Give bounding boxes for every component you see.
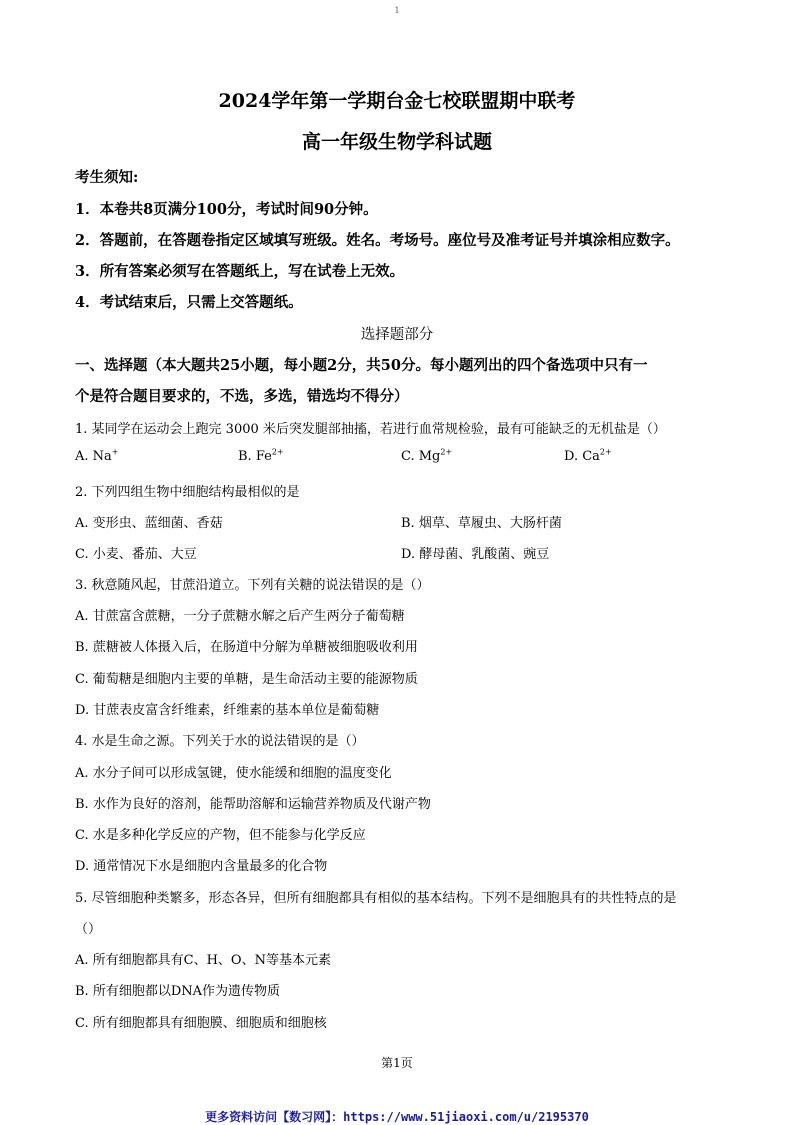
question-4-option-c: C. 水是多种化学反应的产物，但不能参与化学反应 <box>75 828 366 843</box>
question-4-option-d: D. 通常情况下水是细胞内含量最多的化合物 <box>75 859 328 874</box>
question-5-stem-cont: （） <box>75 922 102 937</box>
question-3-stem: 3. 秋意随风起，甘蔗沿道立。下列有关糖的说法错误的是（） <box>75 578 430 593</box>
question-1-option-a <box>75 449 118 464</box>
question-3-option-b: B. 蔗糖被人体摄入后，在肠道中分解为单糖被细胞吸收利用 <box>75 640 418 655</box>
option-superscript: 2+ <box>440 447 453 457</box>
question-4-option-a: A. 水分子间可以形成氢键，使水能缓和细胞的温度变化 <box>75 766 392 781</box>
question-5-stem: 5. 尽管细胞种类繁多，形态各异，但所有细胞都具有相似的基本结构。下列不是细胞具有的共性特点的是 <box>75 891 677 906</box>
question-1-option-d <box>564 449 612 464</box>
option-text: A. Na <box>75 449 112 464</box>
question-5-option-b: B. 所有细胞都以DNA作为遗传物质 <box>75 984 281 999</box>
notice-item: 4．考试结束后，只需上交答题纸。 <box>75 294 303 311</box>
notice-item: 1．本卷共8页满分100分，考试时间90分钟。 <box>75 201 378 218</box>
question-1-option-c <box>401 449 452 464</box>
question-5-option-a: A. 所有细胞都具有C、H、O、N等基本元素 <box>75 953 331 968</box>
question-3-option-a: A. 甘蔗富含蔗糖，一分子蔗糖水解之后产生两分子葡萄糖 <box>75 609 405 624</box>
question-3-option-c: C. 葡萄糖是细胞内主要的单糖，是生命活动主要的能源物质 <box>75 672 418 687</box>
option-text: D. Ca <box>564 449 600 464</box>
notice-item: 2．答题前，在答题卷指定区域填写班级。姓名。考场号。座位号及准考证号并填涂相应数字。 <box>75 232 680 249</box>
option-text: C. Mg <box>401 449 441 464</box>
question-5-option-c: C. 所有细胞都具有细胞膜、细胞质和细胞核 <box>75 1016 327 1031</box>
question-2-option-b: B. 烟草、草履虫、大肠杆菌 <box>401 516 562 531</box>
question-2-option-a: A. 变形虫、蓝细菌、香菇 <box>75 516 223 531</box>
option-text: B. Fe <box>238 449 272 464</box>
question-2-option-d: D. 酵母菌、乳酸菌、豌豆 <box>401 547 550 562</box>
part-intro-line: 一、选择题（本大题共25小题，每小题2分，共50分。每小题列出的四个备选项中只有一 <box>75 357 648 374</box>
part-intro-line: 个是符合题目要求的，不选，多选，错选均不得分） <box>75 388 409 405</box>
footer-link[interactable]: 更多资料访问【数习网】：https://www.51jiaoxi.com/u/2195370 <box>205 1110 589 1124</box>
page-top-mark: 1 <box>394 6 400 15</box>
question-4-stem: 4. 水是生命之源。下列关于水的说法错误的是（） <box>75 734 365 749</box>
question-4-option-b: B. 水作为良好的溶剂，能帮助溶解和运输营养物质及代谢产物 <box>75 797 431 812</box>
exam-title: 2024学年第一学期台金七校联盟期中联考 <box>218 90 576 112</box>
question-1-option-b <box>238 449 284 464</box>
question-2-stem: 2. 下列四组生物中细胞结构最相似的是 <box>75 485 300 500</box>
notice-item: 3．所有答案必须写在答题纸上，写在试卷上无效。 <box>75 263 405 280</box>
question-1-stem: 1. 某同学在运动会上跑完 3000 米后突发腿部抽搐，若进行血常规检验，最有可能缺乏的无机盐是（） <box>75 422 666 437</box>
page-number: 第1页 <box>381 1056 413 1070</box>
option-superscript: 2+ <box>599 447 612 457</box>
question-3-option-d: D. 甘蔗表皮富含纤维素，纤维素的基本单位是葡萄糖 <box>75 703 380 718</box>
option-superscript: + <box>111 447 119 457</box>
section-title: 选择题部分 <box>360 327 434 343</box>
notice-heading: 考生须知: <box>75 169 139 186</box>
exam-subtitle: 高一年级生物学科试题 <box>301 131 492 153</box>
question-2-option-c: C. 小麦、番茄、大豆 <box>75 547 197 562</box>
option-superscript: 2+ <box>271 447 284 457</box>
